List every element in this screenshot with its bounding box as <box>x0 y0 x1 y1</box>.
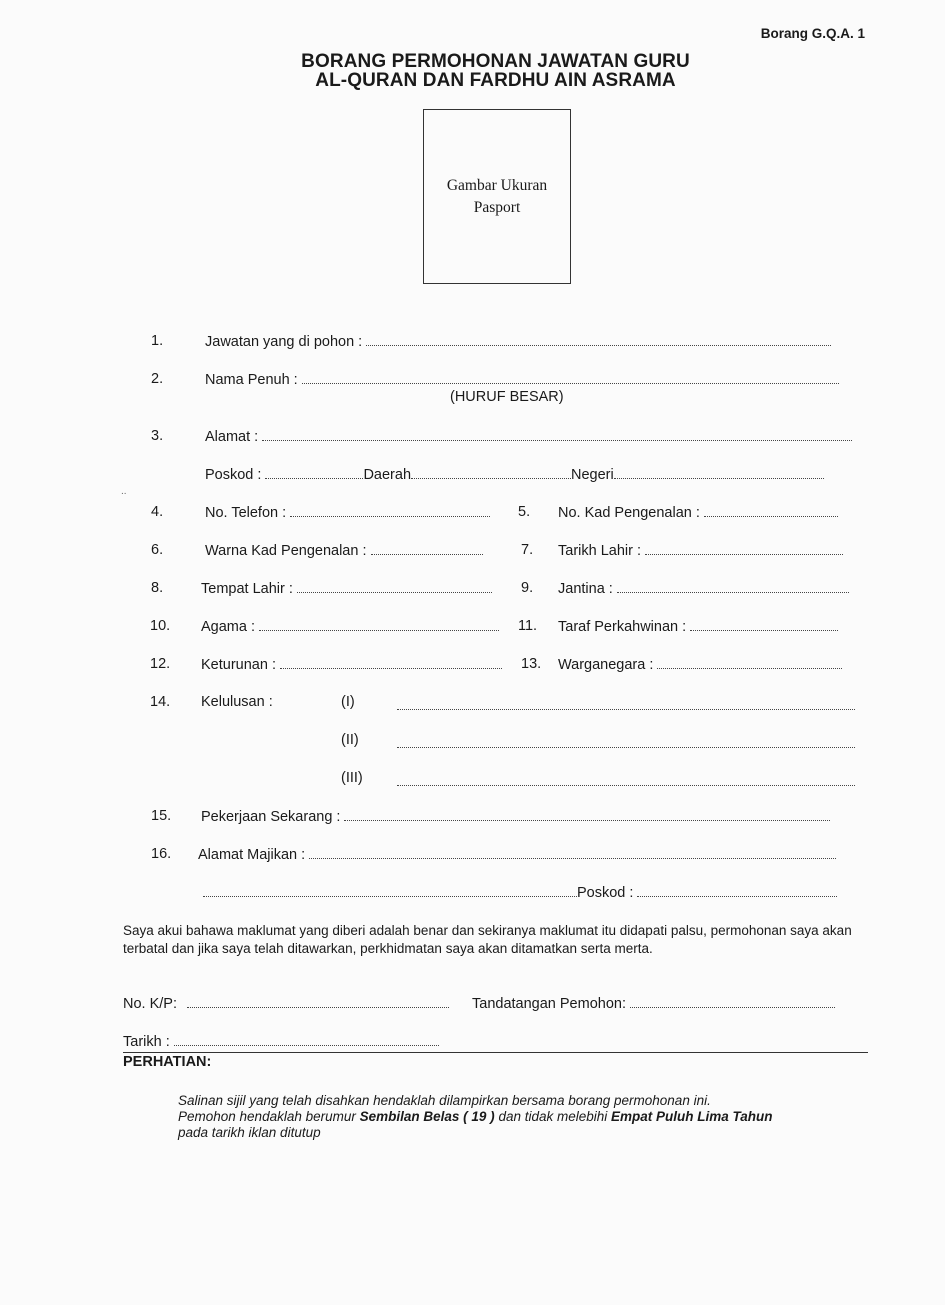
kelulusan-item-label: (II) <box>341 732 359 748</box>
field-number: 11. <box>518 618 538 634</box>
field-tarikh-lahir <box>558 542 843 559</box>
notice-line1: Salinan sijil yang telah disahkan hendaklah dilampirkan bersama borang permohonan ini. <box>178 1093 711 1108</box>
notice-heading: PERHATIAN: <box>123 1054 212 1070</box>
field-number: 9. <box>521 580 534 596</box>
field-label: Nama Penuh : <box>205 372 298 388</box>
notice-min-age: Sembilan Belas ( 19 ) <box>359 1109 495 1124</box>
kelulusan-item-label: (III) <box>341 770 363 786</box>
field-alamat <box>205 428 852 445</box>
field-number: 1. <box>151 333 164 349</box>
no-kp-label: No. K/P: <box>123 996 177 1012</box>
daerah-input[interactable] <box>411 466 571 479</box>
daerah-label: Daerah <box>363 467 412 483</box>
field-number: 16. <box>151 846 172 862</box>
field-agama <box>201 618 499 635</box>
alamat-majikan-input[interactable] <box>309 846 836 859</box>
nama-penuh-hint: (HURUF BESAR) <box>450 389 564 405</box>
alamat-majikan-line2-input[interactable] <box>203 884 577 897</box>
notice-text <box>178 1093 878 1141</box>
field-alamat-detail <box>205 466 824 483</box>
field-nama-penuh <box>205 371 839 388</box>
field-warganegara <box>558 656 842 673</box>
field-label: Warna Kad Pengenalan : <box>205 543 367 559</box>
field-label: No. Telefon : <box>205 505 287 521</box>
form-title-line2: AL-QURAN DAN FARDHU AIN ASRAMA <box>315 70 676 91</box>
field-number: 8. <box>151 580 164 596</box>
field-label: Keturunan : <box>201 657 276 673</box>
kad-pengenalan-input[interactable] <box>704 504 838 517</box>
field-label: Tarikh Lahir : <box>558 543 642 559</box>
photo-box-label-line2: Pasport <box>473 198 521 216</box>
tempat-lahir-input[interactable] <box>297 580 492 593</box>
jantina-input[interactable] <box>617 580 849 593</box>
field-label: Tempat Lahir : <box>201 581 293 597</box>
divider-line <box>123 1052 868 1053</box>
no-kp-input[interactable] <box>187 995 449 1008</box>
majikan-poskod-input[interactable] <box>637 884 837 897</box>
field-taraf-perkahwinan <box>558 618 838 635</box>
field-label: Jantina : <box>558 581 613 597</box>
tarikh-label: Tarikh : <box>123 1034 170 1050</box>
field-warna-kad <box>205 542 483 559</box>
field-label: Taraf Perkahwinan : <box>558 619 687 635</box>
negeri-label: Negeri <box>571 467 614 483</box>
field-alamat-majikan-2 <box>203 884 837 901</box>
poskod-label: Poskod : <box>205 467 262 483</box>
majikan-poskod-label: Poskod : <box>577 885 634 901</box>
notice-line2-a: Pemohon hendaklah berumur <box>178 1109 360 1124</box>
field-number: 14. <box>150 694 171 710</box>
field-number: 6. <box>151 542 164 558</box>
tarikh-lahir-input[interactable] <box>645 542 843 555</box>
field-jawatan <box>205 333 831 350</box>
agama-input[interactable] <box>259 618 499 631</box>
jawatan-input[interactable] <box>366 333 831 346</box>
telefon-input[interactable] <box>290 504 490 517</box>
kelulusan-item-label: (I) <box>341 694 355 710</box>
field-no-kp <box>123 995 449 1012</box>
field-kelulusan-label: Kelulusan : <box>201 694 273 710</box>
field-keturunan <box>201 656 502 673</box>
stray-mark: .. <box>121 486 127 497</box>
tandatangan-input[interactable] <box>630 995 835 1008</box>
notice-line3: pada tarikh iklan ditutup <box>178 1125 321 1140</box>
field-number: 15. <box>151 808 172 824</box>
warganegara-input[interactable] <box>657 656 842 669</box>
pekerjaan-input[interactable] <box>344 808 830 821</box>
passport-photo-box[interactable] <box>423 109 571 284</box>
field-label: Pekerjaan Sekarang : <box>201 809 341 825</box>
taraf-perkahwinan-input[interactable] <box>690 618 838 631</box>
notice-max-age: Empat Puluh Lima Tahun <box>611 1109 773 1124</box>
notice-line2 <box>178 1109 878 1125</box>
form-code: Borang G.Q.A. 1 <box>760 26 865 41</box>
negeri-input[interactable] <box>614 466 824 479</box>
declaration-text: Saya akui bahawa maklumat yang diberi adalah benar dan sekiranya maklumat itu didapati palsu, permohonan saya akan terbatal dan jika saya telah ditawarkan, perkhidmatan saya akan ditamatkan serta merta. <box>123 923 852 956</box>
field-number: 10. <box>150 618 171 634</box>
field-tempat-lahir <box>201 580 492 597</box>
field-jantina <box>558 580 849 597</box>
field-number: 7. <box>521 542 534 558</box>
field-telefon <box>205 504 490 521</box>
field-label: Alamat : <box>205 429 259 445</box>
alamat-input[interactable] <box>262 428 852 441</box>
keturunan-input[interactable] <box>280 656 502 669</box>
field-number: 3. <box>151 428 164 444</box>
kelulusan-1-input[interactable] <box>397 697 855 710</box>
form-title-line1: BORANG PERMOHONAN JAWATAN GURU <box>301 51 690 72</box>
field-label: Agama : <box>201 619 255 635</box>
field-number: 12. <box>150 656 171 672</box>
field-label: Jawatan yang di pohon : <box>205 334 363 350</box>
tarikh-input[interactable] <box>174 1033 439 1046</box>
field-label: Alamat Majikan : <box>198 847 306 863</box>
warna-kad-input[interactable] <box>371 542 483 555</box>
field-number: 4. <box>151 504 164 520</box>
field-tandatangan <box>472 995 835 1012</box>
field-number: 13. <box>521 656 542 672</box>
field-pekerjaan <box>201 808 830 825</box>
kelulusan-2-input[interactable] <box>397 735 855 748</box>
field-number: 5. <box>518 504 531 520</box>
tandatangan-label: Tandatangan Pemohon: <box>472 996 626 1012</box>
nama-penuh-input[interactable] <box>302 371 839 384</box>
photo-box-label-line1: Gambar Ukuran <box>446 176 548 194</box>
poskod-input[interactable] <box>265 466 363 479</box>
notice-line2-c: dan tidak melebihi <box>494 1109 612 1124</box>
field-number: 2. <box>151 371 164 387</box>
field-tarikh <box>123 1033 439 1050</box>
kelulusan-3-input[interactable] <box>397 773 855 786</box>
field-alamat-majikan <box>198 846 836 863</box>
field-label: Warganegara : <box>558 657 654 673</box>
field-label: No. Kad Pengenalan : <box>558 505 700 521</box>
field-kad-pengenalan <box>558 504 838 521</box>
